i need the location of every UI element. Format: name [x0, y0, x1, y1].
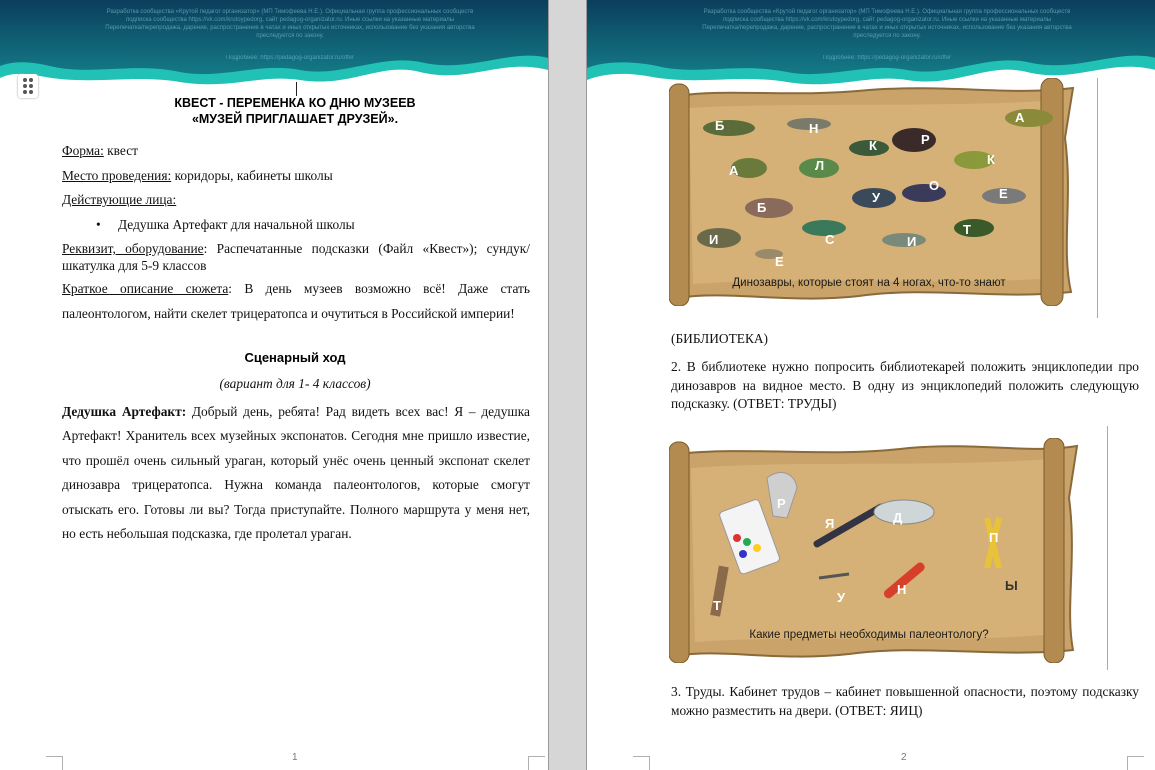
dino-letter: Е: [775, 254, 784, 269]
margin-corner-mark: [633, 756, 650, 770]
header-line: Перепечатка/перепродажа, дарение, распространение в чатах и иных открытых источниках, использование без указания авторства: [702, 25, 1072, 31]
library-label: (БИБЛИОТЕКА): [671, 331, 769, 346]
requisite-label: Реквизит, оборудование: [62, 241, 204, 256]
dino-letter: Б: [757, 200, 767, 215]
character-item-text: Дедушка Артефакт для начальной школы: [118, 217, 355, 232]
dino-letter: Е: [999, 186, 1008, 201]
header-notice: [60, 8, 520, 40]
dino-letter: К: [987, 152, 995, 167]
dino-letter: А: [1015, 110, 1025, 125]
dino-letter: С: [825, 232, 835, 247]
margin-corner-mark: [1127, 756, 1144, 770]
requisite-paragraph: [62, 240, 530, 274]
plot-paragraph: [62, 277, 530, 326]
document-page-2: [586, 0, 1155, 770]
dino-caption: Динозавры, которые стоят на 4 ногах, что-то знают: [732, 277, 1006, 289]
margin-corner-mark: [528, 756, 545, 770]
plot-label: Краткое описание сюжета: [62, 281, 229, 296]
header-line: Перепечатка/перепродажа, дарение, распространение в чатах и иных открытых источниках, использование без указания авторства: [105, 25, 475, 31]
tool-letter: Ы: [1005, 578, 1018, 593]
tools-caption: Какие предметы необходимы палеонтологу?: [749, 629, 989, 641]
page-number: 2: [901, 752, 907, 763]
variant-subheading: (вариант для 1- 4 классов): [219, 376, 371, 391]
image-border-line: [1097, 78, 1098, 318]
dino-letter: Л: [815, 158, 825, 173]
paragraph-3: 3. Труды. Кабинет трудов – кабинет повышенной опасности, поэтому подсказку можно разместить на двери. (ОТВЕТ: ЯИЦ): [671, 684, 1139, 718]
forma-line: [62, 142, 532, 160]
forma-value: квест: [103, 143, 138, 158]
header-line: преследуется по закону.: [853, 33, 921, 39]
dinosaur-hint-image[interactable]: [669, 78, 1081, 306]
doc-title-line1: КВЕСТ - ПЕРЕМЕНКА КО ДНЮ МУЗЕЕВ: [174, 96, 416, 110]
dino-letter: Б: [715, 118, 725, 133]
header-line: преследуется по закону.: [256, 33, 324, 39]
characters-line: [62, 191, 532, 209]
speaker-name: Дедушка Артефакт:: [62, 404, 187, 419]
tool-letter: У: [837, 590, 846, 605]
drag-handle-icon[interactable]: [18, 74, 38, 98]
dino-letter: А: [729, 163, 739, 178]
dino-letter: У: [872, 190, 881, 205]
header-line: подписка сообщества https://vk.com/krutoypedorg, сайт pedagog-organizator.ru. Иные ссылки на указанные материалы: [125, 17, 455, 23]
character-item: [98, 216, 538, 234]
paragraph-2: 2. В библиотеке нужно попросить библиотекарей положить энциклопедии про динозавров на видное место. В одну из энциклопедий положить следующую подсказку. (ОТВЕТ: ТРУДЫ): [671, 359, 1139, 411]
scenario-heading: Сценарный ход: [244, 350, 346, 365]
page-number: 1: [292, 752, 298, 763]
document-page-1: [0, 0, 549, 770]
place-line: [62, 167, 532, 185]
margin-corner-mark: [46, 756, 63, 770]
dino-letter: И: [709, 232, 719, 247]
tool-letter: Т: [713, 598, 721, 613]
place-value: коридоры, кабинеты школы: [171, 168, 333, 183]
header-link[interactable]: Подробнее: https://pedagog-organizator.ru/offer: [822, 55, 952, 61]
bullet-icon: •: [96, 217, 101, 232]
tool-letter: Н: [897, 582, 907, 597]
header-link[interactable]: Подробнее: https://pedagog-organizator.ru/offer: [225, 55, 355, 61]
tool-letter: Р: [777, 496, 786, 511]
header-line: Разработка сообщества «Крутой педагог организатор» (МП Тимофеева Н.Е.). Официальная группа профессиональных сообществ: [703, 9, 1071, 15]
tools-hint-image[interactable]: [669, 438, 1084, 663]
header-line: подписка сообщества https://vk.com/krutoypedorg, сайт pedagog-organizator.ru. Иные ссылки на указанные материалы: [722, 17, 1052, 23]
dino-letter: Н: [809, 121, 819, 136]
header-notice: [657, 8, 1117, 40]
requisite-value: : Распечатанные подсказки (Файл «Квест»); сундук/шкатулка для 5-9 классов: [62, 241, 530, 273]
doc-title-line2: «МУЗЕЙ ПРИГЛАШАЕТ ДРУЗЕЙ».: [191, 112, 399, 126]
speech-text: Добрый день, ребята! Рад видеть всех вас! Я – дедушка Артефакт! Хранитель всех музейных экспонатов. Сегодня мне пришло известие, что прошёл очень сильный ураган, который унёс очень ценный экспонат скелет динозавра трицератопса. Нужна команда палеонтологов, которые смогут отыскать его. Готовы ли вы? Тогда приступайте. Полного маршрута у меня нет, но есть небольшая подсказка, где пролетал ураган.: [62, 404, 530, 542]
place-label: Место проведения:: [62, 168, 172, 183]
tool-letter: Я: [825, 516, 835, 531]
dino-letter: О: [929, 178, 940, 193]
tool-letter: Д: [893, 510, 903, 525]
dino-letter: И: [907, 234, 917, 249]
plot-value: : В день музеев возможно всё! Даже стать палеонтологом, найти скелет трицератопса и очутиться в Российской империи!: [62, 281, 530, 321]
image-border-line: [1107, 426, 1108, 670]
dino-letter: Р: [921, 132, 930, 147]
dino-letter: К: [869, 138, 877, 153]
speech-paragraph: [62, 400, 530, 546]
characters-label: Действующие лица:: [62, 192, 177, 207]
tool-letter: П: [989, 530, 999, 545]
forma-label: Форма:: [62, 143, 104, 158]
text-cursor: [296, 82, 297, 96]
header-line: Разработка сообщества «Крутой педагог организатор» (МП Тимофеева Н.Е.). Официальная группа профессиональных сообществ: [106, 9, 474, 15]
dino-letter: Т: [963, 222, 971, 237]
